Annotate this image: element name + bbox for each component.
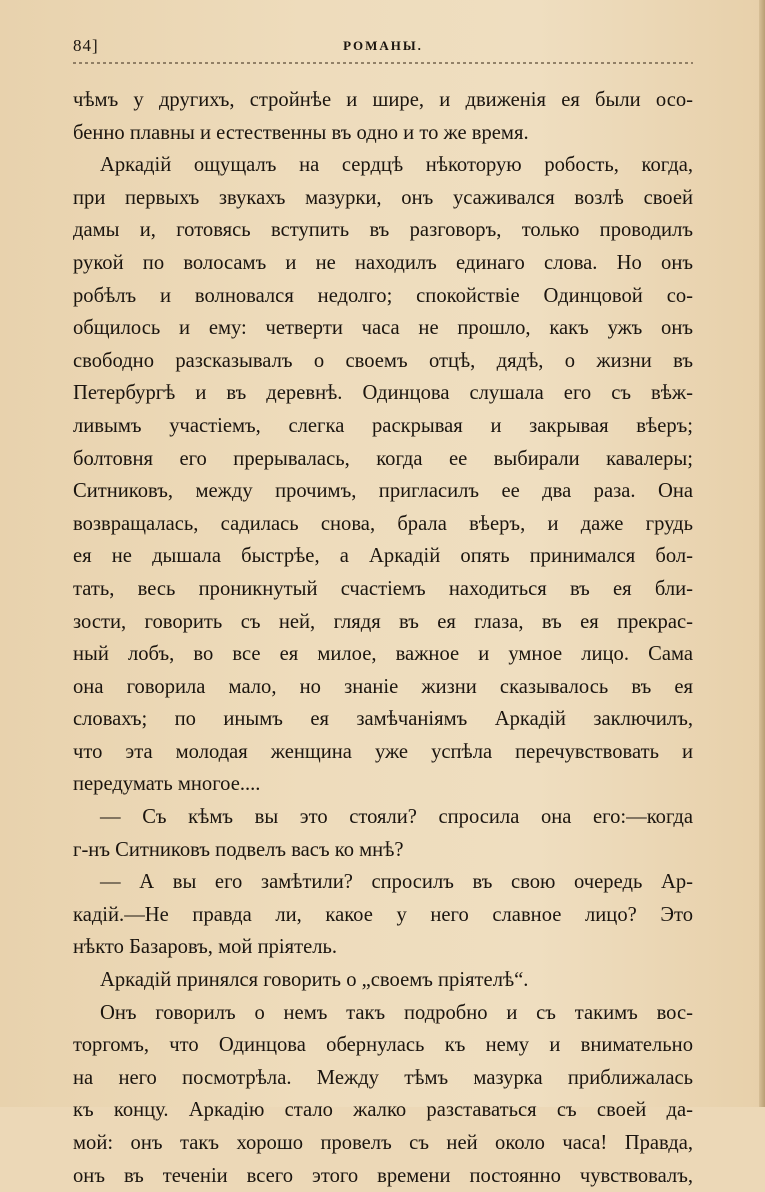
header-rule	[73, 62, 693, 64]
page-number: 84]	[73, 36, 99, 55]
text-line: — А вы его замѣтили? спросилъ въ свою очередь Ар-	[100, 871, 693, 894]
text-line: Аркадій ощущалъ на сердцѣ нѣкоторую робость, когда,	[100, 154, 693, 177]
text-line: ный лобъ, во все ея милое, важное и умное лицо. Сама	[73, 643, 693, 666]
text-line: возвращалась, садилась снова, брала вѣеръ, и даже грудь	[73, 512, 693, 535]
text-line: робѣлъ и волновался недолго; спокойствіе Одинцовой со-	[73, 284, 693, 307]
text-line: Петербургѣ и въ деревнѣ. Одинцова слушала его съ вѣж-	[73, 382, 693, 405]
page-header	[73, 30, 693, 60]
text-line: рукой по волосамъ и не находилъ единаго слова. Но онъ	[73, 251, 693, 274]
text-line: что эта молодая женщина уже успѣла перечувствовать и	[73, 740, 693, 763]
text-line: — Съ кѣмъ вы это стояли? спросила она его:—когда	[100, 806, 693, 829]
text-line: на него посмотрѣла. Между тѣмъ мазурка приближалась	[73, 1066, 693, 1089]
text-line: словахъ; по инымъ ея замѣчаніямъ Аркадій заключилъ,	[73, 708, 693, 731]
body-text	[73, 84, 693, 1192]
text-line: ливымъ участіемъ, слегка раскрывая и закрывая вѣеръ;	[73, 414, 693, 437]
text-line: общилось и ему: четверти часа не прошло, какъ ужъ онъ	[73, 317, 693, 340]
running-head: РОМАНЫ.	[343, 38, 423, 53]
text-line: къ концу. Аркадію стало жалко разставаться съ своей да-	[73, 1099, 693, 1122]
text-line: тать, весь проникнутый счастіемъ находиться въ ея бли-	[73, 577, 693, 600]
text-line: торгомъ, что Одинцова обернулась къ нему и внимательно	[73, 1034, 693, 1057]
text-line: Ситниковъ, между прочимъ, пригласилъ ее два раза. Она	[73, 480, 693, 503]
text-line: Аркадій принялся говорить о „своемъ пріятелѣ“.	[100, 969, 529, 992]
text-line: чѣмъ у другихъ, стройнѣе и шире, и движенія ея были осо-	[73, 89, 693, 111]
text-line: мой: онъ такъ хорошо провелъ съ ней около часа! Правда,	[73, 1132, 693, 1154]
text-line: Онъ говорилъ о немъ такъ подробно и съ такимъ вос-	[100, 1001, 693, 1024]
text-line: нѣкто Базаровъ, мой пріятель.	[73, 936, 338, 959]
text-line: кадій.—Не правда ли, какое у него славное лицо? Это	[73, 903, 693, 926]
text-line: дамы и, готовясь вступить въ разговоръ, только проводилъ	[73, 219, 693, 242]
text-line: зости, говорить съ ней, глядя въ ея глаза, въ ея прекрас-	[73, 610, 693, 633]
text-line: онъ въ теченіи всего этого времени постоянно чувствовалъ,	[73, 1164, 693, 1187]
text-line: болтовня его прерывалась, когда ее выбирали кавалеры;	[73, 447, 693, 470]
page-edge	[759, 0, 765, 1107]
text-line: она говорила мало, но знаніе жизни сказывалось въ ея	[73, 675, 693, 698]
text-line: г-нъ Ситниковъ подвелъ васъ ко мнѣ?	[73, 838, 404, 861]
text-line: при первыхъ звукахъ мазурки, онъ усаживался возлѣ своей	[73, 186, 693, 209]
text-line: передумать многое....	[73, 773, 261, 796]
text-line: бенно плавны и естественны въ одно и то же время.	[73, 121, 529, 144]
text-line: свободно разсказывалъ о своемъ отцѣ, дядѣ, о жизни въ	[73, 349, 693, 372]
text-line: ея не дышала быстрѣе, а Аркадій опять принимался бол-	[73, 545, 693, 568]
